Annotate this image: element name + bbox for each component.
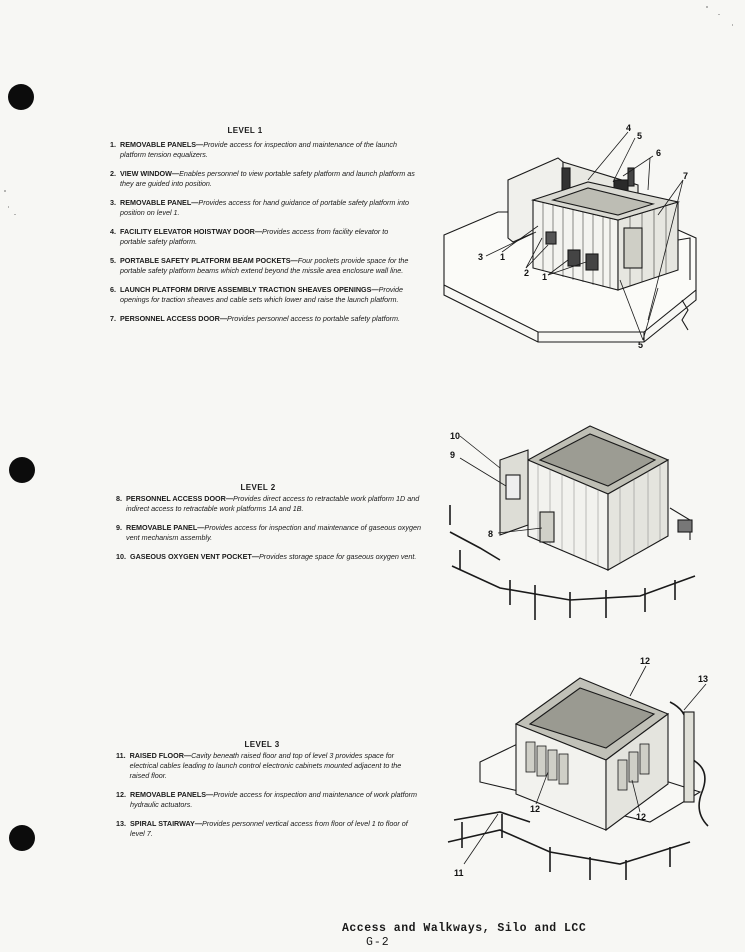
item-description: Provides direct access to retractable work platform 1D and indirect access to retractable work platforms 1A and 1B. (126, 494, 420, 513)
level1-items (110, 140, 415, 333)
callout-label: 1 (500, 252, 506, 262)
item-title: RAISED FLOOR (129, 751, 184, 760)
callout-label: 7 (683, 171, 689, 181)
level3-items (116, 751, 421, 848)
item-title: PERSONNEL ACCESS DOOR (120, 314, 220, 323)
list-item: 1. REMOVABLE PANELS—Provide access for inspection and maintenance of the launch platform tension equalizers. (110, 140, 397, 159)
callout-label: 6 (656, 148, 662, 158)
callout-label: 11 (454, 868, 464, 878)
scan-speck (718, 14, 720, 15)
item-number: 11. (116, 751, 126, 760)
item-number: 10. (116, 552, 126, 561)
list-item: 7. PERSONNEL ACCESS DOOR—Provides personnel access to portable safety platform. (110, 314, 401, 323)
item-title: LAUNCH PLATFORM DRIVE ASSEMBLY TRACTION SHEAVES OPENINGS (120, 285, 372, 294)
callout-label: 9 (450, 450, 456, 460)
list-item: 8. PERSONNEL ACCESS DOOR—Provides direct access to retractable work platform 1D and indirect access to retractable work platforms 1A and 1B. (116, 494, 420, 513)
list-item: 5. PORTABLE SAFETY PLATFORM BEAM POCKETS—Four pockets provide space for the portable safety platform beams which extend beyond the missile area enclosure wall line. (110, 256, 409, 275)
item-title: VIEW WINDOW (120, 169, 172, 178)
page-number: G-2 (366, 936, 390, 949)
list-item: 10. GASEOUS OXYGEN VENT POCKET—Provides storage space for gaseous oxygen vent. (116, 552, 417, 561)
item-description: Provides storage space for gaseous oxygen vent. (259, 552, 417, 561)
list-item: 13. SPIRAL STAIRWAY—Provides personnel vertical access from floor of level 1 to floor of level 7. (116, 819, 408, 838)
item-number: 7. (110, 314, 116, 323)
item-number: 4. (110, 227, 116, 236)
item-title: GASEOUS OXYGEN VENT POCKET (130, 552, 252, 561)
callout-label: 12 (530, 804, 541, 814)
item-number: 6. (110, 285, 116, 294)
item-title: PORTABLE SAFETY PLATFORM BEAM POCKETS (120, 256, 291, 265)
item-description: Four pockets provide space for the portable safety platform beams which extend beyond the missile area enclosure wall line. (120, 256, 409, 275)
scan-speck (732, 24, 733, 26)
item-description: Provides access for hand guidance of portable safety platform into position on level 1. (120, 198, 409, 217)
item-description: Provide access for inspection and maintenance of the launch platform tension equalizers. (120, 140, 397, 159)
callout-label: 12 (640, 656, 651, 666)
level1-isometric-drawing (438, 120, 713, 350)
level2-figure (440, 420, 715, 630)
scan-speck (8, 206, 9, 208)
level3-isometric-drawing (440, 652, 720, 882)
item-number: 2. (110, 169, 116, 178)
scan-speck (14, 214, 16, 215)
item-description: Provides personnel vertical access from floor of level 1 to floor of level 7. (130, 819, 408, 838)
callout-label: 10 (450, 431, 461, 441)
level2-items (116, 494, 421, 571)
list-item: 6. LAUNCH PLATFORM DRIVE ASSEMBLY TRACTION SHEAVES OPENINGS—Provide openings for traction sheaves and cable sets which lower and raise the launch platform. (110, 285, 404, 304)
item-number: 1. (110, 140, 116, 149)
item-title: REMOVABLE PANEL (120, 198, 192, 207)
item-description: Cavity beneath raised floor and top of level 3 provides space for electrical cables leading to launch control electronic cabinets mounted adjacent to the raised floor. (129, 751, 402, 780)
item-description: Enables personnel to view portable safety platform and launch platform as they are guided into position. (120, 169, 415, 188)
callout-label: 1 (542, 272, 548, 282)
list-item: 9. REMOVABLE PANEL—Provides access for inspection and maintenance of gaseous oxygen vent mechanism assembly. (116, 523, 421, 542)
item-description: Provides personnel access to portable safety platform. (227, 314, 401, 323)
callout-label: 12 (636, 812, 647, 822)
callout-label: 2 (524, 268, 530, 278)
item-number: 12. (116, 790, 126, 799)
level1-figure (438, 120, 713, 350)
callout-label: 3 (478, 252, 484, 262)
callout-label: 13 (698, 674, 709, 684)
level2-isometric-drawing (440, 420, 715, 630)
callout-label: 8 (488, 529, 494, 539)
item-title: REMOVABLE PANELS (130, 790, 207, 799)
item-number: 3. (110, 198, 116, 207)
scan-speck (4, 190, 6, 192)
level2-title: LEVEL 2 (240, 483, 276, 492)
binder-hole-middle (9, 457, 35, 483)
list-item: 12. REMOVABLE PANELS—Provide access for inspection and maintenance of work platform hydraulic actuators. (116, 790, 417, 809)
binder-hole-top (8, 84, 34, 110)
item-description: Provide openings for traction sheaves and cable sets which lower and raise the launch platform. (120, 285, 404, 304)
callout-label: 5 (638, 340, 644, 350)
callout-label: 4 (626, 123, 632, 133)
item-number: 5. (110, 256, 116, 265)
scan-speck (706, 6, 708, 8)
item-number: 8. (116, 494, 122, 503)
item-title: FACILITY ELEVATOR HOISTWAY DOOR (120, 227, 255, 236)
item-description: Provide access for inspection and maintenance of work platform hydraulic actuators. (130, 790, 417, 809)
list-item: 2. VIEW WINDOW—Enables personnel to view portable safety platform and launch platform as they are guided into position. (110, 169, 415, 188)
list-item: 11. RAISED FLOOR—Cavity beneath raised floor and top of level 3 provides space for electrical cables leading to launch control electronic cabinets mounted adjacent to the raised floor. (116, 751, 402, 780)
list-item: 3. REMOVABLE PANEL—Provides access for hand guidance of portable safety platform into position on level 1. (110, 198, 409, 217)
item-title: SPIRAL STAIRWAY (130, 819, 195, 828)
item-title: REMOVABLE PANELS (120, 140, 197, 149)
item-description: Provides access for inspection and maintenance of gaseous oxygen vent mechanism assembly. (126, 523, 421, 542)
item-title: REMOVABLE PANEL (126, 523, 198, 532)
level3-figure (440, 652, 720, 882)
level1-title: LEVEL 1 (227, 126, 263, 135)
document-footer-caption: Access and Walkways, Silo and LCC (342, 922, 587, 935)
item-title: PERSONNEL ACCESS DOOR (126, 494, 226, 503)
item-description: Provides access from facility elevator to portable safety platform. (120, 227, 389, 246)
list-item: 4. FACILITY ELEVATOR HOISTWAY DOOR—Provides access from facility elevator to portable safety platform. (110, 227, 389, 246)
item-number: 13. (116, 819, 126, 828)
level3-title: LEVEL 3 (244, 740, 280, 749)
item-number: 9. (116, 523, 122, 532)
callout-label: 5 (637, 131, 643, 141)
binder-hole-bottom (9, 825, 35, 851)
